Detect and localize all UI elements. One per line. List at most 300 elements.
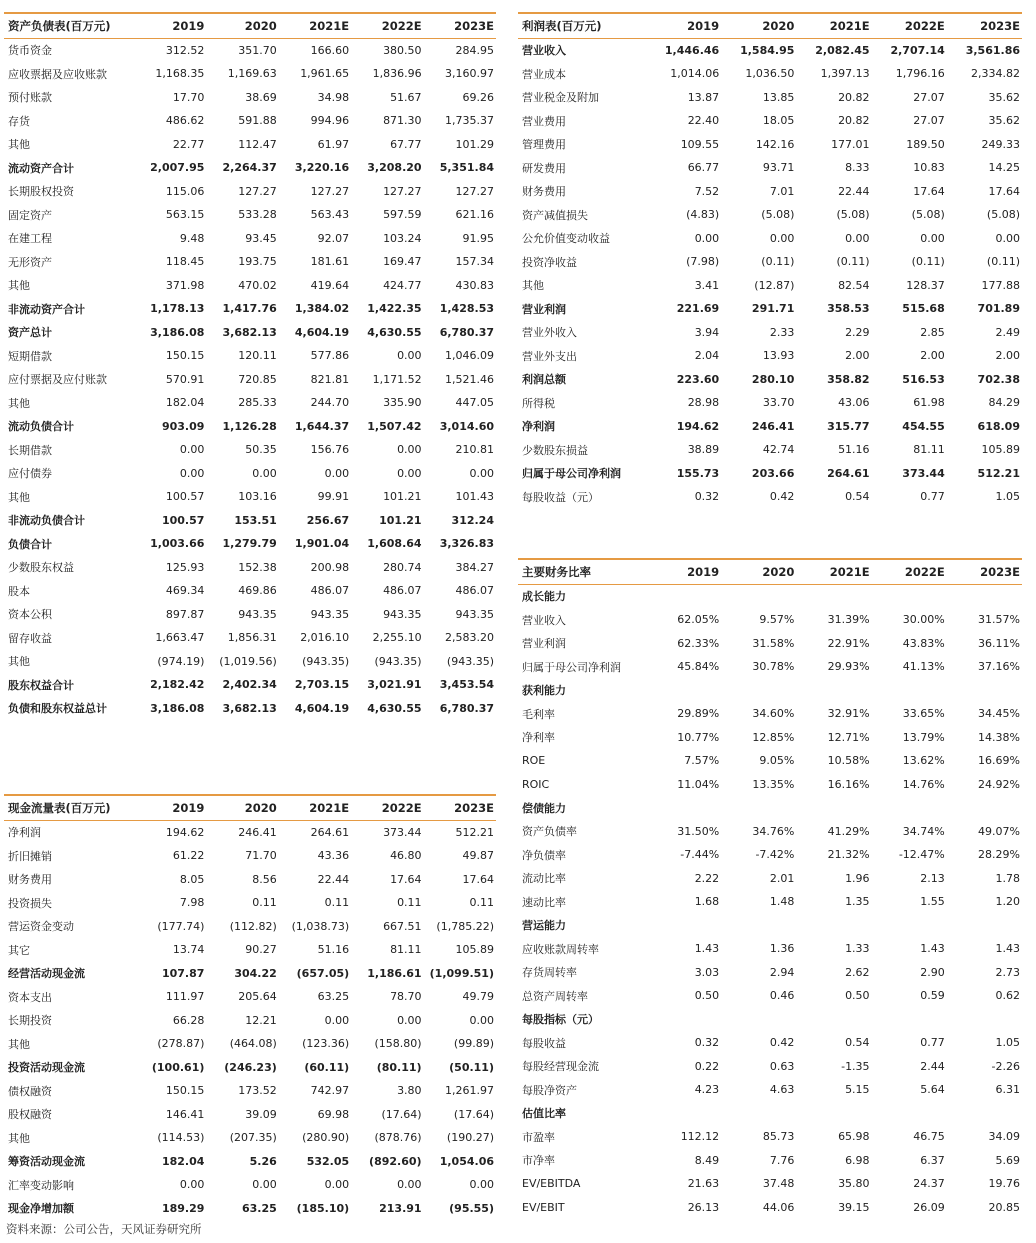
table-row (518, 156, 1022, 180)
value-cell: 39.15 (838, 1200, 870, 1214)
value-cell: 17.64 (988, 184, 1020, 198)
value-cell: 2,703.15 (294, 678, 350, 692)
value-cell: 533.28 (238, 208, 277, 222)
value-cell: 1,003.66 (150, 537, 205, 551)
table-row (4, 62, 496, 86)
value-cell: 194.62 (165, 825, 205, 839)
row-label: 营运资金变动 (8, 920, 74, 934)
value-cell: 0.32 (694, 490, 720, 504)
row-label: 其他 (8, 138, 30, 152)
value-cell: (112.82) (229, 919, 277, 933)
value-cell: 20.82 (838, 114, 870, 128)
table-row (518, 274, 1022, 298)
value-cell: 0.00 (324, 466, 350, 480)
value-cell: 264.61 (827, 466, 870, 480)
row-label: 营运能力 (522, 919, 566, 933)
value-cell: 516.53 (902, 372, 945, 386)
value-cell: 105.89 (455, 943, 494, 957)
row-label: 股本 (8, 584, 30, 598)
table-row (4, 673, 496, 697)
value-cell: 101.21 (379, 513, 422, 527)
value-cell: 7.98 (179, 896, 205, 910)
income-statement-table (518, 12, 1022, 509)
value-cell: 3.94 (694, 325, 720, 339)
value-cell: 17.64 (462, 872, 494, 886)
table-row (4, 438, 496, 462)
row-label: 无形资产 (8, 255, 52, 269)
year-header: 2022E (872, 559, 947, 584)
value-cell: 2.94 (769, 965, 795, 979)
row-label: 资本公积 (8, 608, 52, 622)
value-cell: 2.49 (995, 325, 1020, 339)
value-cell: 1,961.65 (300, 67, 350, 81)
table-row (518, 109, 1022, 133)
empty-cell (796, 1008, 871, 1032)
value-cell: 5.26 (249, 1154, 277, 1168)
row-label: 固定资产 (8, 208, 52, 222)
value-cell: 1.68 (694, 895, 720, 909)
value-cell: 0.00 (694, 231, 720, 245)
row-label: 折旧摊销 (8, 849, 52, 863)
row-label: 偿债能力 (522, 801, 566, 815)
table-title: 现金流量表(百万元) (4, 795, 134, 820)
value-cell: 115.06 (165, 184, 205, 198)
value-cell: 91.95 (462, 231, 494, 245)
value-cell: 4.63 (769, 1083, 795, 1097)
value-cell: 38.89 (687, 443, 720, 457)
row-label: 负债和股东权益总计 (8, 702, 107, 716)
table-row (518, 462, 1022, 486)
value-cell: (943.35) (374, 654, 422, 668)
value-cell: 0.00 (469, 466, 494, 480)
table-row (4, 1032, 496, 1056)
empty-cell (947, 796, 1022, 820)
value-cell: (0.11) (911, 255, 945, 269)
value-cell: 0.50 (694, 989, 720, 1003)
value-cell: 62.05% (677, 613, 720, 627)
value-cell: 46.75 (913, 1130, 945, 1144)
year-header: 2020 (206, 795, 278, 820)
value-cell: 2,334.82 (971, 67, 1020, 81)
row-label: 存货 (8, 114, 30, 128)
value-cell: 22.40 (687, 114, 720, 128)
value-cell: 34.74% (902, 824, 945, 838)
value-cell: -12.47% (898, 848, 945, 862)
table-row (518, 608, 1022, 632)
value-cell: 2.00 (995, 349, 1020, 363)
value-cell: 0.00 (252, 466, 277, 480)
row-label: 营业利润 (522, 637, 566, 651)
row-label: 每股经营现金流 (522, 1060, 599, 1074)
row-label: 长期股权投资 (8, 185, 74, 199)
year-header: 2019 (646, 559, 721, 584)
value-cell: 0.11 (324, 896, 350, 910)
row-label: 汇率变动影响 (8, 1178, 74, 1192)
value-cell: 33.65% (902, 707, 945, 721)
empty-cell (721, 914, 796, 938)
table-row (4, 391, 496, 415)
value-cell: 26.09 (913, 1200, 945, 1214)
row-label: 公允价值变动收益 (522, 232, 610, 246)
row-label: 投资净收益 (522, 255, 577, 269)
source-note: 资料来源：公司公告，天风证券研究所 (6, 1222, 202, 1236)
table-row (4, 1126, 496, 1150)
value-cell: 486.07 (455, 584, 494, 598)
value-cell: 65.98 (838, 1130, 870, 1144)
row-label: 其他 (522, 279, 544, 293)
value-cell: (1,785.22) (436, 919, 494, 933)
row-label: 投资活动现金流 (8, 1061, 85, 1075)
row-label: 其他 (8, 1037, 30, 1051)
value-cell: 41.29% (827, 824, 870, 838)
row-label: 债权融资 (8, 1084, 52, 1098)
value-cell: 112.47 (238, 137, 277, 151)
row-label: 营业成本 (522, 67, 566, 81)
value-cell: 1,168.35 (155, 67, 205, 81)
balance-sheet-table (4, 12, 496, 720)
empty-cell (796, 796, 871, 820)
value-cell: (657.05) (296, 966, 350, 980)
row-label: 长期借款 (8, 443, 52, 457)
table-row (518, 180, 1022, 204)
value-cell: 0.00 (397, 1178, 422, 1192)
value-cell: (123.36) (302, 1037, 350, 1051)
value-cell: 515.68 (902, 302, 945, 316)
value-cell: 213.91 (379, 1201, 422, 1215)
value-cell: 150.15 (165, 1084, 205, 1098)
year-header: 2021E (279, 795, 351, 820)
value-cell: 0.77 (920, 1036, 945, 1050)
row-label: 净利润 (8, 826, 41, 840)
table-row (4, 133, 496, 157)
row-label: 获利能力 (522, 684, 566, 698)
value-cell: 1,417.76 (222, 302, 277, 316)
value-cell: 84.29 (988, 396, 1020, 410)
value-cell: 0.54 (845, 490, 870, 504)
value-cell: 667.51 (383, 919, 422, 933)
value-cell: 284.95 (455, 43, 494, 57)
value-cell: 312.24 (451, 513, 494, 527)
value-cell: 125.93 (165, 560, 205, 574)
value-cell: 62.33% (677, 636, 720, 650)
value-cell: 28.98 (687, 396, 720, 410)
value-cell: 105.89 (981, 443, 1020, 457)
value-cell: 10.77% (677, 730, 720, 744)
value-cell: 0.22 (694, 1059, 720, 1073)
value-cell: 285.33 (238, 396, 277, 410)
value-cell: 157.34 (455, 255, 494, 269)
value-cell: (185.10) (296, 1201, 350, 1215)
value-cell: 1,428.53 (439, 302, 494, 316)
value-cell: 1,735.37 (445, 114, 494, 128)
row-label: 预付账款 (8, 91, 52, 105)
value-cell: (0.11) (761, 255, 795, 269)
row-label: 存货周转率 (522, 966, 577, 980)
value-cell: 223.60 (676, 372, 720, 386)
value-cell: 1,507.42 (367, 419, 422, 433)
value-cell: (95.55) (449, 1201, 494, 1215)
value-cell: 358.53 (827, 302, 870, 316)
value-cell: 2.00 (920, 349, 945, 363)
value-cell: 3,021.91 (367, 678, 422, 692)
value-cell: 81.11 (390, 943, 422, 957)
value-cell: 63.25 (317, 990, 350, 1004)
value-cell: 24.37 (913, 1177, 945, 1191)
value-cell: 45.84% (677, 660, 720, 674)
value-cell: 51.16 (317, 943, 350, 957)
year-header: 2021E (796, 13, 871, 38)
year-header: 2019 (646, 13, 721, 38)
value-cell: 34.45% (978, 707, 1020, 721)
value-cell: 0.00 (920, 231, 945, 245)
value-cell: (0.11) (836, 255, 870, 269)
table-row (4, 156, 496, 180)
table-row (518, 415, 1022, 439)
table-row (4, 915, 496, 939)
value-cell: 127.27 (310, 184, 350, 198)
value-cell: 1.78 (995, 871, 1020, 885)
value-cell: 371.98 (165, 278, 205, 292)
value-cell: 903.09 (161, 419, 205, 433)
value-cell: 312.52 (165, 43, 205, 57)
value-cell: 51.16 (838, 443, 870, 457)
value-cell: 1.43 (920, 942, 945, 956)
table-row (4, 368, 496, 392)
value-cell: 0.00 (179, 1178, 205, 1192)
value-cell: (158.80) (374, 1037, 422, 1051)
value-cell: 9.05% (759, 754, 795, 768)
value-cell: 34.60% (752, 707, 795, 721)
value-cell: 469.34 (165, 584, 205, 598)
table-row (4, 274, 496, 298)
value-cell: 31.39% (827, 613, 870, 627)
table-row (518, 227, 1022, 251)
value-cell: 9.48 (179, 231, 205, 245)
value-cell: (5.08) (986, 208, 1020, 222)
row-label: 少数股东损益 (522, 443, 588, 457)
value-cell: 9.57% (759, 613, 795, 627)
row-label: 应收票据及应收账款 (8, 67, 107, 81)
row-label: 每股收益（元） (522, 490, 599, 504)
value-cell: 156.76 (310, 443, 350, 457)
value-cell: 34.09 (988, 1130, 1020, 1144)
value-cell: 21.32% (827, 848, 870, 862)
value-cell: 384.27 (455, 560, 494, 574)
value-cell: 2,707.14 (890, 43, 945, 57)
value-cell: (5.08) (911, 208, 945, 222)
value-cell: 351.70 (238, 43, 277, 57)
value-cell: 205.64 (238, 990, 277, 1004)
value-cell: 1.43 (694, 942, 720, 956)
empty-cell (721, 1102, 796, 1126)
value-cell: 2.22 (694, 871, 720, 885)
value-cell: 4.23 (694, 1083, 720, 1097)
value-cell: 30.00% (902, 613, 945, 627)
value-cell: 570.91 (165, 372, 205, 386)
value-cell: 127.27 (238, 184, 277, 198)
value-cell: 107.87 (161, 966, 205, 980)
value-cell: 177.88 (981, 278, 1020, 292)
value-cell: 0.00 (179, 466, 205, 480)
row-label: 资产减值损失 (522, 208, 588, 222)
value-cell: 597.59 (383, 208, 422, 222)
value-cell: 335.90 (383, 396, 422, 410)
value-cell: 943.35 (455, 607, 494, 621)
value-cell: 512.21 (977, 466, 1020, 480)
value-cell: (4.83) (686, 208, 720, 222)
value-cell: 43.06 (838, 396, 870, 410)
row-label: 长期投资 (8, 1014, 52, 1028)
row-label: 流动资产合计 (8, 161, 74, 175)
year-header: 2020 (721, 559, 796, 584)
value-cell: 3.80 (397, 1084, 422, 1098)
value-cell: 373.44 (902, 466, 945, 480)
year-header: 2019 (134, 795, 206, 820)
value-cell: (1,019.56) (219, 654, 277, 668)
value-cell: 1,901.04 (294, 537, 350, 551)
row-label: 其他 (8, 490, 30, 504)
value-cell: 42.74 (762, 443, 795, 457)
value-cell: 2.13 (920, 871, 945, 885)
value-cell: 221.69 (676, 302, 720, 316)
value-cell: 90.27 (245, 943, 277, 957)
row-label: 财务费用 (8, 873, 52, 887)
value-cell: 43.36 (317, 849, 350, 863)
value-cell: 29.89% (677, 707, 720, 721)
value-cell: 3,208.20 (367, 161, 422, 175)
value-cell: 1,036.50 (745, 67, 795, 81)
row-label: 投资损失 (8, 896, 52, 910)
value-cell: 13.85 (762, 90, 795, 104)
value-cell: 10.58% (827, 754, 870, 768)
value-cell: 22.77 (172, 137, 205, 151)
row-label: 在建工程 (8, 232, 52, 246)
value-cell: 49.79 (462, 990, 494, 1004)
value-cell: 35.62 (988, 90, 1020, 104)
row-label: 股权融资 (8, 1108, 52, 1122)
value-cell: 82.54 (838, 278, 870, 292)
value-cell: 69.26 (462, 90, 494, 104)
value-cell: 0.00 (397, 466, 422, 480)
table-row (518, 297, 1022, 321)
value-cell: 12.71% (827, 730, 870, 744)
value-cell: (7.98) (686, 255, 720, 269)
section-row (518, 796, 1022, 820)
value-cell: 618.09 (977, 419, 1020, 433)
value-cell: -7.42% (755, 848, 795, 862)
value-cell: 0.46 (769, 989, 795, 1003)
value-cell: 13.74 (172, 943, 205, 957)
value-cell: 66.77 (687, 161, 720, 175)
value-cell: 177.01 (831, 137, 870, 151)
value-cell: (80.11) (376, 1060, 422, 1074)
value-cell: 112.12 (680, 1130, 720, 1144)
value-cell: 182.04 (165, 396, 205, 410)
value-cell: 13.93 (762, 349, 795, 363)
year-header: 2021E (796, 559, 871, 584)
value-cell: 44.06 (762, 1200, 795, 1214)
value-cell: 591.88 (238, 114, 277, 128)
value-cell: 66.28 (172, 1013, 205, 1027)
table-row (4, 1197, 496, 1221)
value-cell: 1.05 (995, 1036, 1020, 1050)
value-cell: 28.29% (978, 848, 1020, 862)
value-cell: 203.66 (751, 466, 795, 480)
value-cell: 246.41 (751, 419, 795, 433)
value-cell: 43.83% (902, 636, 945, 650)
table-header-row (518, 13, 1022, 38)
value-cell: 11.04% (677, 777, 720, 791)
value-cell: 103.24 (383, 231, 422, 245)
value-cell: 358.82 (827, 372, 870, 386)
value-cell: 13.35% (752, 777, 795, 791)
empty-cell (947, 1008, 1022, 1032)
row-label: 资本支出 (8, 990, 52, 1004)
value-cell: 244.70 (310, 396, 350, 410)
value-cell: 486.62 (165, 114, 205, 128)
row-label: 营业外支出 (522, 349, 577, 363)
table-row (518, 726, 1022, 750)
row-label: 应付票据及应付账款 (8, 373, 107, 387)
value-cell: 0.32 (694, 1036, 720, 1050)
value-cell: 101.29 (455, 137, 494, 151)
value-cell: 49.87 (462, 849, 494, 863)
empty-cell (646, 1102, 721, 1126)
row-label: 应收账款周转率 (522, 942, 599, 956)
value-cell: 1.55 (920, 895, 945, 909)
value-cell: 0.00 (397, 443, 422, 457)
table-row (518, 344, 1022, 368)
value-cell: (17.64) (453, 1107, 494, 1121)
table-row (518, 438, 1022, 462)
row-label: 每股指标（元） (522, 1013, 599, 1027)
row-label: 所得税 (522, 396, 555, 410)
value-cell: 2.85 (920, 325, 945, 339)
value-cell: (50.11) (449, 1060, 494, 1074)
value-cell: 34.76% (752, 824, 795, 838)
value-cell: (12.87) (754, 278, 795, 292)
table-row (518, 86, 1022, 110)
value-cell: (974.19) (157, 654, 205, 668)
table-row (4, 650, 496, 674)
empty-cell (947, 914, 1022, 938)
row-label: 非流动资产合计 (8, 302, 85, 316)
value-cell: 1,422.35 (367, 302, 422, 316)
empty-cell (872, 1102, 947, 1126)
value-cell: 380.50 (383, 43, 422, 57)
year-header: 2021E (279, 13, 351, 38)
row-label: 每股净资产 (522, 1083, 577, 1097)
table-row (4, 532, 496, 556)
value-cell: 31.50% (677, 824, 720, 838)
table-row (518, 655, 1022, 679)
value-cell: 1,046.09 (445, 349, 494, 363)
value-cell: 3,220.16 (294, 161, 350, 175)
value-cell: 31.58% (752, 636, 795, 650)
value-cell: 0.42 (769, 1036, 795, 1050)
empty-cell (721, 796, 796, 820)
value-cell: 304.22 (234, 966, 277, 980)
value-cell: 51.67 (390, 90, 422, 104)
table-header-row (4, 795, 496, 820)
row-label: 资产总计 (8, 326, 52, 340)
value-cell: 3,014.60 (439, 419, 494, 433)
value-cell: 13.79% (902, 730, 945, 744)
value-cell: 1.36 (769, 942, 795, 956)
value-cell: (878.76) (374, 1131, 422, 1145)
value-cell: 169.47 (383, 255, 422, 269)
value-cell: 2.62 (845, 965, 870, 979)
